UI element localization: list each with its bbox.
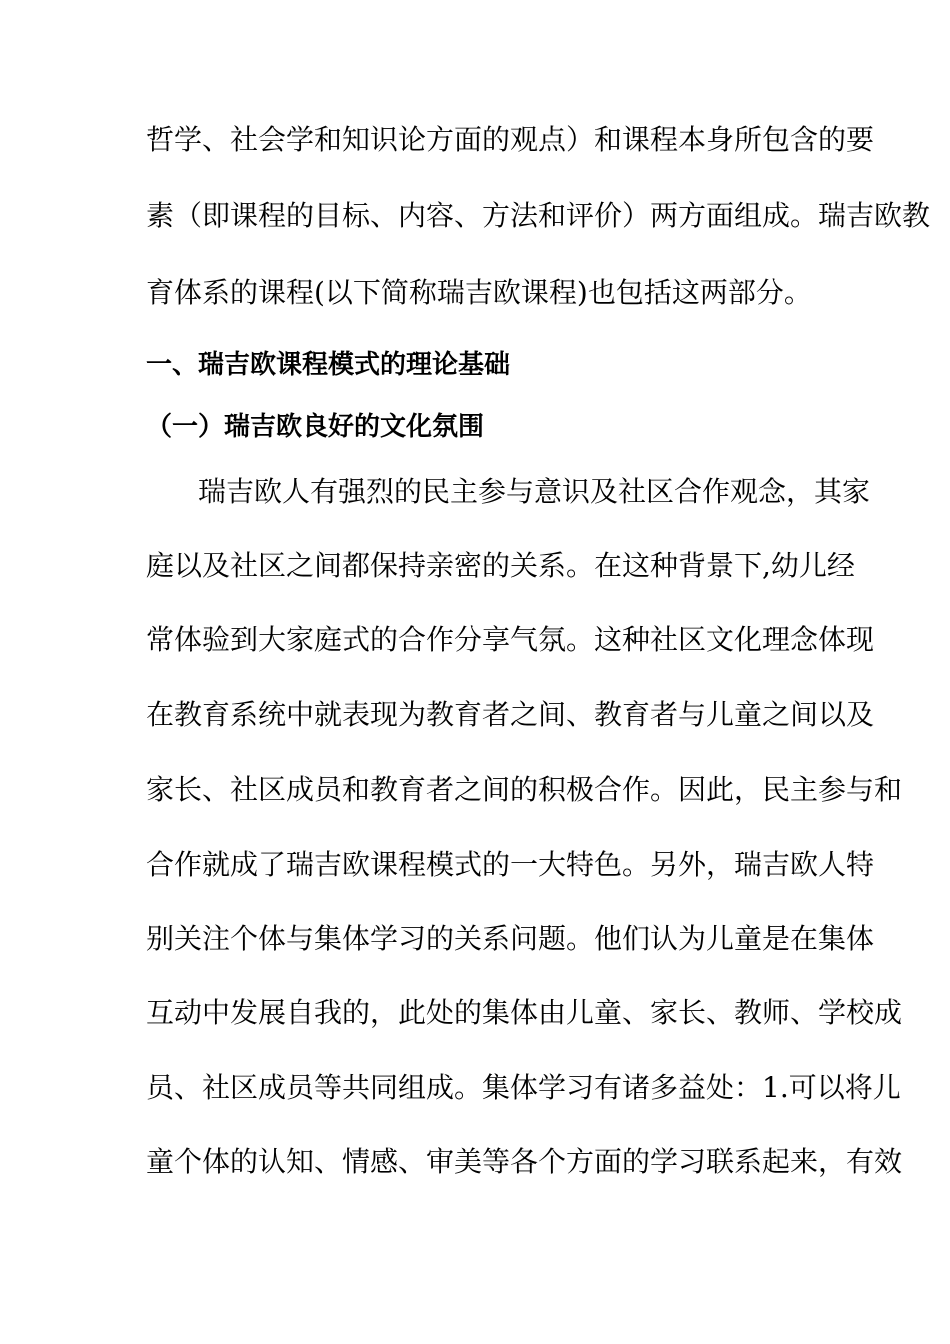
- subsection-heading: （一）瑞吉欧良好的文化氛围: [146, 412, 485, 442]
- paragraph-line-5: 家长、社区成员和教育者之间的积极合作。因此，民主参与和: [146, 773, 903, 806]
- paragraph-line-6: 合作就成了瑞吉欧课程模式的一大特色。另外，瑞吉欧人特: [146, 848, 875, 881]
- section-heading: 一、瑞吉欧课程模式的理论基础: [146, 350, 511, 380]
- intro-line-2: 素（即课程的目标、内容、方法和评价）两方面组成。瑞吉欧教: [146, 199, 931, 232]
- paragraph-line-8: 互动中发展自我的，此处的集体由儿童、家长、教师、学校成: [146, 996, 903, 1029]
- paragraph-line-4: 在教育系统中就表现为教育者之间、教育者与儿童之间以及: [146, 698, 875, 731]
- paragraph-line-9: 员、社区成员等共同组成。集体学习有诸多益处：1.可以将儿: [146, 1071, 901, 1104]
- paragraph-line-7: 别关注个体与集体学习的关系问题。他们认为儿童是在集体: [146, 922, 875, 955]
- paragraph-line-2: 庭以及社区之间都保持亲密的关系。在这种背景下,幼儿经: [146, 549, 855, 582]
- paragraph-line-10: 童个体的认知、情感、审美等各个方面的学习联系起来，有效: [146, 1145, 903, 1178]
- intro-line-3: 育体系的课程(以下简称瑞吉欧课程)也包括这两部分。: [146, 276, 812, 309]
- paragraph-line-1: 瑞吉欧人有强烈的民主参与意识及社区合作观念，其家: [198, 475, 871, 508]
- paragraph-line-3: 常体验到大家庭式的合作分享气氛。这种社区文化理念体现: [146, 623, 875, 656]
- intro-line-1: 哲学、社会学和知识论方面的观点）和课程本身所包含的要: [146, 123, 875, 156]
